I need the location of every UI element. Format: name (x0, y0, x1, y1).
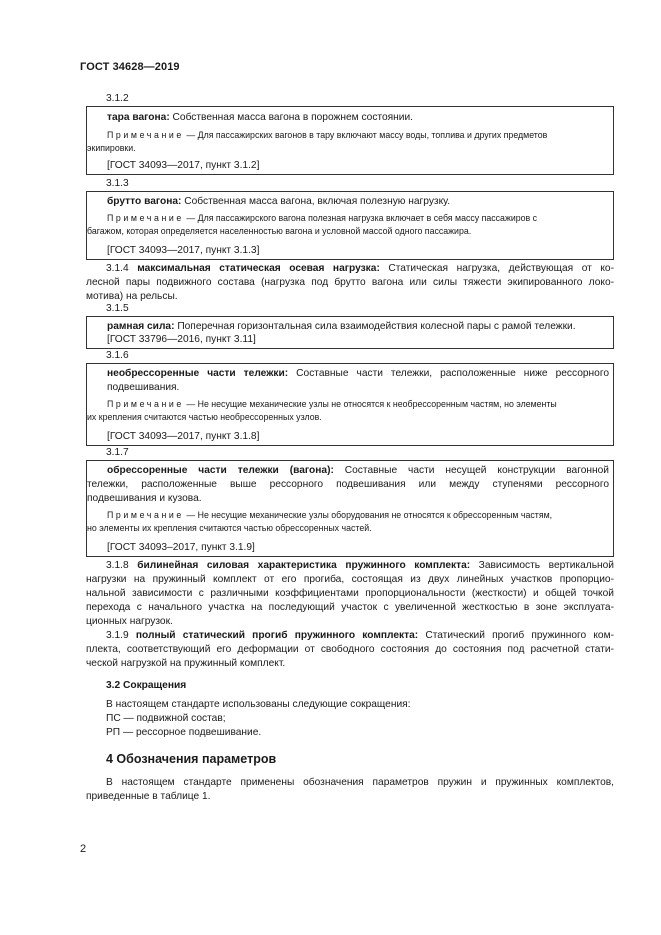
term-name: максимальная статическая осевая нагрузка: (137, 263, 380, 274)
term-name: билинейная силовая характеристика пружинного комплекта: (137, 560, 471, 571)
source-reference: [ГОСТ 33796—2016, пункт 3.11] (107, 334, 256, 345)
clause-paragraph-line: перехода с начального участка на последующий участок с увеличенной жесткостью в зоне эксплуата- (86, 602, 614, 613)
note (107, 509, 552, 522)
term-name: брутто вагона: (107, 196, 182, 207)
section-paragraph: В настоящем стандарте применены обозначения параметров пружин и пружинных комплектов, (106, 777, 614, 788)
term-definition (107, 320, 576, 334)
clause-number: 3.1.2 (106, 93, 129, 104)
section-intro: В настоящем стандарте использованы следующие сокращения: (106, 699, 411, 710)
clause-paragraph (86, 559, 614, 574)
term-definition (107, 367, 609, 382)
clause-number: 3.1.8 (106, 560, 129, 571)
clause-paragraph-line: мотива) на рельсы. (86, 291, 178, 302)
definition-continuation: подвешивания. (107, 382, 180, 393)
definition-text: Статическая нагрузка, действующая от ко- (379, 263, 614, 274)
note-continuation: их крепления считаются частью необрессоренных узлов. (87, 412, 322, 422)
note (107, 212, 537, 225)
definition-continuation: подвешивания и кузова. (87, 493, 202, 504)
source-reference: [ГОСТ 34093—2017, пункт 3.1.3] (107, 245, 260, 256)
term-name: полный статический прогиб пружинного комплекта: (135, 630, 419, 641)
term-definition (107, 195, 450, 209)
document-header: ГОСТ 34628—2019 (80, 61, 180, 73)
clause-paragraph-line: нагрузки на пружинный комплект от его прогиба, состоящая из двух линейных участков пропорцио- (86, 574, 614, 585)
note-continuation: но элементы их крепления считаются частью обрессоренных частей. (87, 523, 372, 533)
term-name: тара вагона: (107, 112, 170, 123)
note-label: Примечание (107, 130, 184, 140)
definition-text: Собственная масса вагона, включая полезную нагрузку. (181, 196, 451, 207)
note-label: Примечание (107, 399, 184, 409)
clause-number: 3.1.7 (106, 447, 129, 458)
term-box (86, 106, 614, 175)
term-box (86, 363, 614, 446)
term-name: необрессоренные части тележки: (107, 368, 289, 379)
section-paragraph-line: приведенные в таблице 1. (86, 791, 211, 802)
clause-number: 3.1.5 (106, 303, 129, 314)
abbreviation-item: ПС — подвижной состав; (106, 713, 226, 724)
clause-number: 3.1.4 (106, 263, 129, 274)
clause-paragraph (86, 262, 614, 277)
clause-paragraph-line: ческой нагрузкой на пружинный комплект. (86, 658, 286, 669)
term-name: рамная сила: (107, 321, 175, 332)
term-definition (107, 111, 413, 125)
note-text: — Для пассажирских вагонов в тару включают массу воды, топлива и других предметов (183, 130, 548, 140)
term-box (86, 460, 614, 557)
definition-text: Составные части несущей конструкции вагонной (333, 465, 609, 476)
term-box (86, 191, 614, 260)
term-name: обрессоренные части тележки (вагона): (107, 465, 334, 476)
note-label: Примечание (107, 510, 184, 520)
term-box (86, 316, 614, 349)
note-continuation: экипировки. (87, 143, 136, 153)
page-number: 2 (80, 843, 87, 855)
clause-paragraph-line: лесной пары подвижного состава (нагрузка под брутто вагона или силы тяжести экипированного локо- (86, 277, 614, 288)
note-text: — Не несущие механические узлы не относятся к необрессоренным частям, но элементы (183, 399, 557, 409)
definition-text: Статический прогиб пружинного ком- (418, 630, 614, 641)
section-heading: 3.2 Сокращения (106, 680, 187, 691)
definition-text: Составные части тележки, расположенные ниже рессорного (288, 368, 609, 379)
clause-paragraph (86, 629, 614, 644)
clause-number: 3.1.6 (106, 350, 129, 361)
clause-paragraph-line: ционных нагрузок. (86, 616, 173, 627)
definition-text: Собственная масса вагона в порожнем состоянии. (169, 112, 413, 123)
term-definition (107, 464, 609, 479)
source-reference: [ГОСТ 34093–2017, пункт 3.1.9] (107, 542, 255, 553)
clause-number: 3.1.3 (106, 178, 129, 189)
note (107, 398, 557, 411)
clause-paragraph-line: плекта, соответствующий его деформации от свободного состояния до состояния под расчетной стати- (86, 644, 614, 655)
note-continuation: багажом, которая определяется населенностью вагона и условной массой одного пассажира. (87, 226, 472, 236)
note-label: Примечание (107, 213, 184, 223)
abbreviation-item: РП — рессорное подвешивание. (106, 727, 262, 738)
source-reference: [ГОСТ 34093—2017, пункт 3.1.2] (107, 160, 260, 171)
note (107, 129, 547, 142)
note-text: — Не несущие механические узлы оборудования не относятся к обрессоренным частям, (183, 510, 553, 520)
definition-text: Зависимость вертикальной (470, 560, 614, 571)
note-text: — Для пассажирского вагона полезная нагрузка включает в себя массу пассажиров с (183, 213, 538, 223)
clause-paragraph-line: нальной зависимости с различными коэффициентами пропорциональности (жесткости) и общей точкой (86, 588, 614, 599)
source-reference: [ГОСТ 34093—2017, пункт 3.1.8] (107, 431, 260, 442)
definition-continuation: тележки, расположенные выше рессорного подвешивания или между ступенями рессорного (87, 479, 609, 490)
section-heading: 4 Обозначения параметров (106, 752, 277, 766)
clause-number: 3.1.9 (106, 630, 129, 641)
definition-text: Поперечная горизонтальная сила взаимодействия колесной пары с рамой тележки. (174, 321, 576, 332)
